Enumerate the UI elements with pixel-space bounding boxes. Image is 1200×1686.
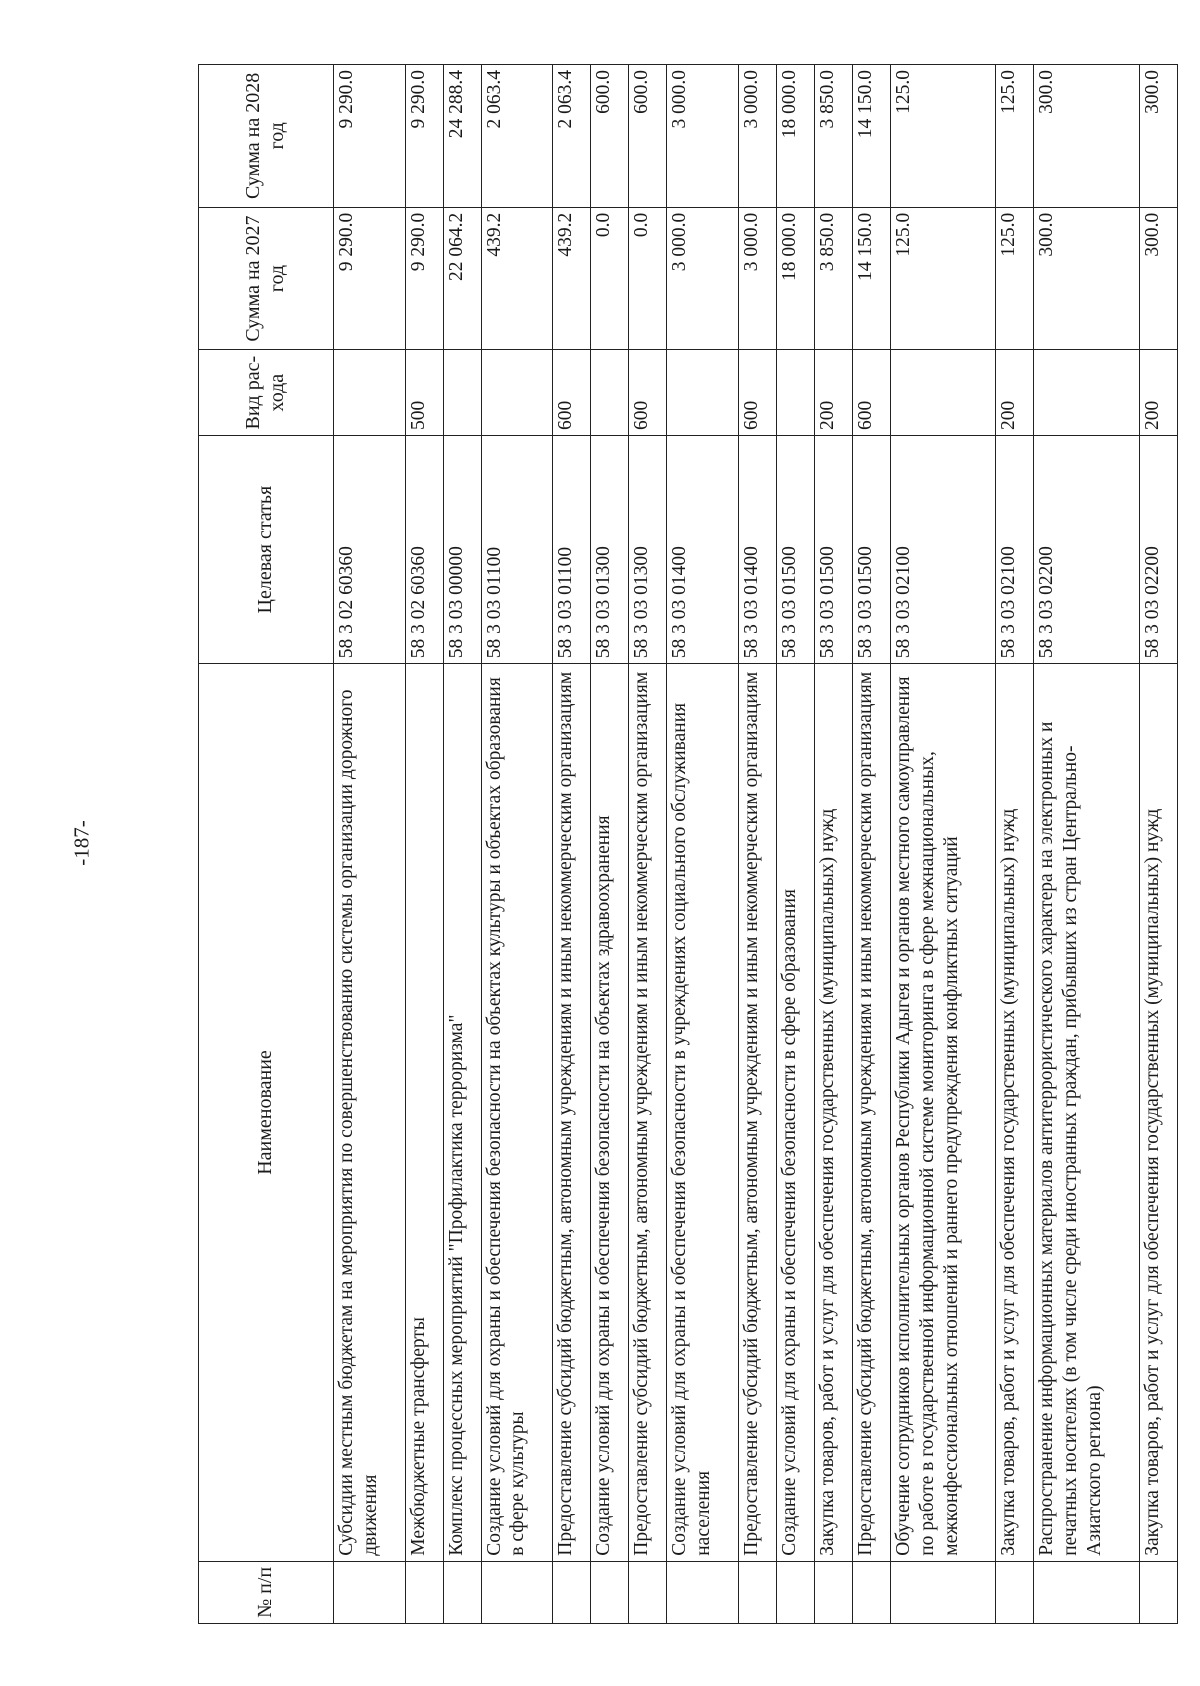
row-sum-2028: 9 290.0 bbox=[405, 65, 443, 208]
row-expense-type bbox=[334, 350, 406, 436]
row-sum-2028: 600.0 bbox=[591, 65, 629, 208]
row-name: Создание условий для охраны и обеспечения безопасности на объектах здравоохранения bbox=[591, 664, 629, 1562]
row-number bbox=[591, 1561, 629, 1623]
table-row bbox=[815, 65, 853, 1624]
row-sum-2028: 14 150.0 bbox=[853, 65, 891, 208]
row-target-article: 58 3 03 02200 bbox=[1139, 435, 1177, 663]
row-name: Предоставление субсидий бюджетным, автономным учреждениям и иным некоммерческим организациям bbox=[853, 664, 891, 1562]
row-target-article: 58 3 02 60360 bbox=[405, 435, 443, 663]
row-target-article: 58 3 03 01400 bbox=[739, 435, 777, 663]
row-number bbox=[553, 1561, 591, 1623]
table-row bbox=[853, 65, 891, 1624]
row-number bbox=[443, 1561, 481, 1623]
row-sum-2027: 300.0 bbox=[1034, 207, 1139, 350]
table-row bbox=[777, 65, 815, 1624]
row-number bbox=[334, 1561, 406, 1623]
row-sum-2028: 9 290.0 bbox=[334, 65, 406, 208]
header-sum-2027: Сумма на 2027 год bbox=[199, 207, 334, 350]
row-target-article: 58 3 03 01300 bbox=[591, 435, 629, 663]
row-expense-type: 600 bbox=[553, 350, 591, 436]
row-target-article: 58 3 03 02100 bbox=[996, 435, 1034, 663]
table-row bbox=[739, 65, 777, 1624]
table-row bbox=[405, 65, 443, 1624]
row-expense-type: 200 bbox=[996, 350, 1034, 436]
table-row bbox=[481, 65, 553, 1624]
row-expense-type: 600 bbox=[739, 350, 777, 436]
row-expense-type bbox=[591, 350, 629, 436]
table-header-row bbox=[199, 65, 334, 1624]
row-name: Предоставление субсидий бюджетным, автономным учреждениям и иным некоммерческим организациям bbox=[629, 664, 667, 1562]
row-sum-2027: 14 150.0 bbox=[853, 207, 891, 350]
row-name: Комплекс процессных мероприятий "Профилактика терроризма" bbox=[443, 664, 481, 1562]
budget-table bbox=[198, 64, 1178, 1624]
row-sum-2027: 125.0 bbox=[891, 207, 996, 350]
row-name: Межбюджетные трансферты bbox=[405, 664, 443, 1562]
row-sum-2027: 22 064.2 bbox=[443, 207, 481, 350]
row-expense-type bbox=[443, 350, 481, 436]
row-name: Обучение сотрудников исполнительных органов Республики Адыгея и органов местного самоуправления по работе в государственной информационной системе мониторинга в сфере межнациональных, межконфессиональных отношений и раннего предупреждения конфликтных ситуаций bbox=[891, 664, 996, 1562]
row-sum-2028: 300.0 bbox=[1034, 65, 1139, 208]
row-number bbox=[405, 1561, 443, 1623]
row-sum-2027: 3 850.0 bbox=[815, 207, 853, 350]
row-target-article: 58 3 03 01400 bbox=[667, 435, 739, 663]
row-number bbox=[481, 1561, 553, 1623]
row-name: Закупка товаров, работ и услуг для обеспечения государственных (муниципальных) нужд bbox=[996, 664, 1034, 1562]
row-target-article: 58 3 03 01300 bbox=[629, 435, 667, 663]
row-name: Предоставление субсидий бюджетным, автономным учреждениям и иным некоммерческим организациям bbox=[739, 664, 777, 1562]
row-name: Распространение информационных материалов антитеррористического характера на электронных и печатных носителях (в том числе среди иностранных граждан, прибывших из стран Центрально-Азиатского региона) bbox=[1034, 664, 1139, 1562]
row-expense-type: 600 bbox=[629, 350, 667, 436]
table-row bbox=[1034, 65, 1139, 1624]
row-expense-type: 200 bbox=[815, 350, 853, 436]
row-sum-2027: 439.2 bbox=[481, 207, 553, 350]
row-sum-2027: 3 000.0 bbox=[667, 207, 739, 350]
row-sum-2028: 125.0 bbox=[996, 65, 1034, 208]
row-sum-2027: 0.0 bbox=[591, 207, 629, 350]
row-sum-2028: 2 063.4 bbox=[553, 65, 591, 208]
row-sum-2027: 9 290.0 bbox=[334, 207, 406, 350]
row-sum-2027: 125.0 bbox=[996, 207, 1034, 350]
row-sum-2027: 300.0 bbox=[1139, 207, 1177, 350]
row-name: Предоставление субсидий бюджетным, автономным учреждениям и иным некоммерческим организациям bbox=[553, 664, 591, 1562]
header-number: № п/п bbox=[199, 1561, 334, 1623]
page-number: -187- bbox=[69, 820, 94, 866]
table-row bbox=[553, 65, 591, 1624]
row-name: Субсидии местным бюджетам на мероприятия по совершенствованию системы организации дорожного движения bbox=[334, 664, 406, 1562]
row-expense-type bbox=[891, 350, 996, 436]
row-number bbox=[1034, 1561, 1139, 1623]
table-row bbox=[334, 65, 406, 1624]
row-sum-2027: 0.0 bbox=[629, 207, 667, 350]
row-expense-type: 500 bbox=[405, 350, 443, 436]
budget-table-container bbox=[198, 64, 1178, 1624]
row-expense-type bbox=[481, 350, 553, 436]
row-number bbox=[739, 1561, 777, 1623]
row-sum-2028: 300.0 bbox=[1139, 65, 1177, 208]
table-row bbox=[629, 65, 667, 1624]
row-number bbox=[996, 1561, 1034, 1623]
row-name: Закупка товаров, работ и услуг для обеспечения государственных (муниципальных) нужд bbox=[1139, 664, 1177, 1562]
row-expense-type: 200 bbox=[1139, 350, 1177, 436]
row-target-article: 58 3 03 01100 bbox=[481, 435, 553, 663]
row-sum-2028: 600.0 bbox=[629, 65, 667, 208]
row-number bbox=[777, 1561, 815, 1623]
row-target-article: 58 3 03 01100 bbox=[553, 435, 591, 663]
row-sum-2028: 125.0 bbox=[891, 65, 996, 208]
row-target-article: 58 3 03 01500 bbox=[815, 435, 853, 663]
table-row bbox=[591, 65, 629, 1624]
row-expense-type bbox=[777, 350, 815, 436]
row-sum-2027: 9 290.0 bbox=[405, 207, 443, 350]
row-target-article: 58 3 03 02200 bbox=[1034, 435, 1139, 663]
row-sum-2027: 18 000.0 bbox=[777, 207, 815, 350]
row-target-article: 58 3 03 02100 bbox=[891, 435, 996, 663]
row-name: Создание условий для охраны и обеспечения безопасности на объектах культуры и объектах образования в сфере культуры bbox=[481, 664, 553, 1562]
row-target-article: 58 3 03 00000 bbox=[443, 435, 481, 663]
header-sum-2028: Сумма на 2028 год bbox=[199, 65, 334, 208]
row-name: Создание условий для охраны и обеспечения безопасности в учреждениях социального обслуживания населения bbox=[667, 664, 739, 1562]
row-sum-2027: 3 000.0 bbox=[739, 207, 777, 350]
header-target-article: Целевая статья bbox=[199, 435, 334, 663]
table-row bbox=[996, 65, 1034, 1624]
row-sum-2028: 18 000.0 bbox=[777, 65, 815, 208]
row-number bbox=[1139, 1561, 1177, 1623]
table-row bbox=[1139, 65, 1177, 1624]
table-row bbox=[443, 65, 481, 1624]
row-name: Закупка товаров, работ и услуг для обеспечения государственных (муниципальных) нужд bbox=[815, 664, 853, 1562]
header-expense-type: Вид рас-хода bbox=[199, 350, 334, 436]
row-target-article: 58 3 03 01500 bbox=[853, 435, 891, 663]
header-name: Наименование bbox=[199, 664, 334, 1562]
row-expense-type bbox=[1034, 350, 1139, 436]
row-sum-2028: 24 288.4 bbox=[443, 65, 481, 208]
row-sum-2028: 3 000.0 bbox=[667, 65, 739, 208]
row-sum-2028: 2 063.4 bbox=[481, 65, 553, 208]
row-number bbox=[815, 1561, 853, 1623]
row-target-article: 58 3 03 01500 bbox=[777, 435, 815, 663]
row-expense-type bbox=[667, 350, 739, 436]
table-row bbox=[891, 65, 996, 1624]
row-number bbox=[629, 1561, 667, 1623]
row-name: Создание условий для охраны и обеспечения безопасности в сфере образования bbox=[777, 664, 815, 1562]
row-sum-2028: 3 850.0 bbox=[815, 65, 853, 208]
row-number bbox=[891, 1561, 996, 1623]
row-target-article: 58 3 02 60360 bbox=[334, 435, 406, 663]
row-expense-type: 600 bbox=[853, 350, 891, 436]
row-sum-2028: 3 000.0 bbox=[739, 65, 777, 208]
table-row bbox=[667, 65, 739, 1624]
row-number bbox=[667, 1561, 739, 1623]
row-sum-2027: 439.2 bbox=[553, 207, 591, 350]
row-number bbox=[853, 1561, 891, 1623]
